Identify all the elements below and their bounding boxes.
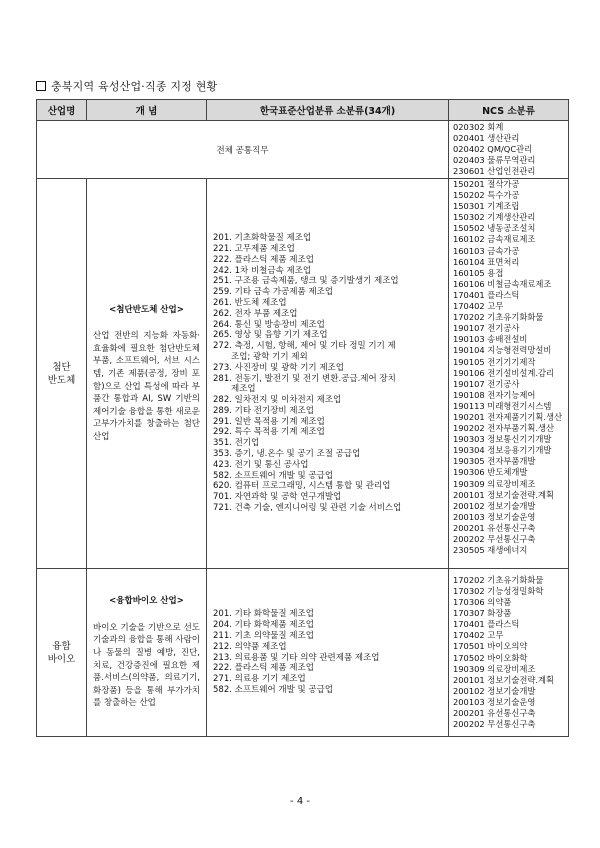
list-item: 721. 건축 기술, 엔지니어링 및 관련 기술 서비스업 bbox=[213, 503, 402, 514]
list-item: 170202 기초유기화화물 bbox=[453, 574, 544, 585]
list-item: 289. 기타 전기장비 제조업 bbox=[213, 405, 314, 416]
list-item: 204. 기타 화학제품 제조업 bbox=[213, 620, 314, 631]
bio-body: 바이오 기술을 기반으로 선도 기술과의 융합을 통해 사람이나 동물의 질병 예방, 진단, 치료, 건강증진에 필요한 제품.서비스(의약품, 의료기기, 화장품) 등을 통해 부가가치를 창출하는 산업 bbox=[93, 622, 200, 709]
list-item: 261. 반도체 제조업 bbox=[213, 297, 287, 308]
list-item: 701. 자연과학 및 공학 연구개발업 bbox=[213, 492, 342, 503]
list-item: 230505 재생에너지 bbox=[453, 545, 528, 556]
list-item: 190108 전자기능제어 bbox=[453, 389, 536, 400]
list-item: 160103 금속가공 bbox=[453, 245, 520, 256]
industry-name-line: 바이오 bbox=[47, 653, 76, 665]
list-item: 282. 일차전지 및 이차전지 제조업 bbox=[213, 395, 342, 406]
common-label: 전체 공통직무 bbox=[37, 121, 449, 179]
square-bullet-icon bbox=[36, 81, 46, 91]
list-item: 160104 표면처리 bbox=[453, 256, 520, 267]
list-item: 150302 기계생산관리 bbox=[453, 212, 536, 223]
list-item: 150202 특수가공 bbox=[453, 190, 520, 201]
list-item: 020402 QM/QC관리 bbox=[453, 143, 533, 154]
list-item: 200202 무선통신구축 bbox=[453, 719, 536, 730]
list-item: 582. 소프트웨어 개발 및 공급업 bbox=[213, 684, 334, 695]
list-item: 160106 비철금속재료제조 bbox=[453, 278, 552, 289]
list-item: 221. 고무제품 제조업 bbox=[213, 243, 295, 254]
list-item: 200102 정보기술개발 bbox=[453, 685, 536, 696]
semiconductor-ncs-list bbox=[449, 179, 569, 569]
section-heading-text: 충북지역 육성산업·직종 지정 현황 bbox=[51, 80, 218, 93]
list-item: 222. 플라스틱 제품 제조업 bbox=[213, 254, 314, 265]
list-item: 211. 기초 의약물질 제조업 bbox=[213, 630, 314, 641]
semiconductor-row bbox=[37, 179, 569, 569]
list-item: 200103 정보기술운영 bbox=[453, 696, 536, 707]
list-item: 020302 회계 bbox=[453, 121, 504, 132]
header-concept: 개 념 bbox=[87, 100, 207, 121]
list-item: 200103 정보기술운영 bbox=[453, 511, 536, 522]
bio-name bbox=[37, 569, 87, 737]
list-item: 353. 증기, 냉.온수 및 공기 조절 공급업 bbox=[213, 449, 361, 460]
semiconductor-ksic-list bbox=[207, 179, 449, 569]
list-item: 190107 전기공사 bbox=[453, 323, 520, 334]
list-item: 201. 기초화학물질 제조업 bbox=[213, 233, 312, 244]
list-item: 582. 소프트웨어 개발 및 공급업 bbox=[213, 470, 334, 481]
list-item: 190106 전기설비설계.감리 bbox=[453, 367, 555, 378]
list-item: 170502 바이오화학 bbox=[453, 652, 528, 663]
list-item: 170401 플라스틱 bbox=[453, 289, 520, 300]
list-item: 281. 전동기, 발전기 및 전기 변환.공급.제어 장치 bbox=[213, 373, 396, 384]
industry-name-line: 반도체 bbox=[47, 374, 76, 386]
list-item: 262. 전자 부품 제조업 bbox=[213, 308, 298, 319]
list-item: 150301 기계조립 bbox=[453, 201, 520, 212]
list-item: 170307 화장품 bbox=[453, 608, 512, 619]
bio-row bbox=[37, 569, 569, 737]
list-item: 259. 기타 금속 가공제품 제조업 bbox=[213, 287, 334, 298]
bio-ncs-list bbox=[449, 569, 569, 737]
list-item: 150502 냉동공조설치 bbox=[453, 223, 536, 234]
list-item: 264. 통신 및 방송장비 제조업 bbox=[213, 319, 325, 330]
list-item: 272. 측정, 시험, 항해, 제어 및 기타 정밀 기기 제 bbox=[213, 341, 396, 352]
list-item: 190201 전자제품기기획.생산 bbox=[453, 411, 563, 422]
list-item: 190113 미래형전기시스템 bbox=[453, 400, 552, 411]
list-item: 020401 생산관리 bbox=[453, 132, 520, 143]
list-item: 201. 기타 화학물질 제조업 bbox=[213, 609, 314, 620]
list-item: 150201 절삭가공 bbox=[453, 179, 520, 189]
bio-ksic-list bbox=[207, 569, 449, 737]
list-item: 242. 1차 비철금속 제조업 bbox=[213, 265, 312, 276]
common-ncs-list bbox=[449, 121, 569, 179]
list-item: 170401 플라스틱 bbox=[453, 619, 520, 630]
list-item: 160102 금속재료제조 bbox=[453, 234, 536, 245]
list-item: 190105 전기기기제작 bbox=[453, 356, 536, 367]
list-item: 190107 전기공사 bbox=[453, 378, 520, 389]
list-item: 190306 반도체개발 bbox=[453, 467, 528, 478]
list-item: 190309 의료장비제조 bbox=[453, 663, 536, 674]
list-item: 160105 용접 bbox=[453, 267, 504, 278]
list-item: 212. 의약품 제조업 bbox=[213, 641, 287, 652]
list-item: 170202 기초유기화화물 bbox=[453, 312, 544, 323]
bio-title: <융합바이오 산업> bbox=[109, 596, 184, 607]
list-item: 200202 무선통신구축 bbox=[453, 534, 536, 544]
list-item: 200101 정보기술전략.계획 bbox=[453, 674, 555, 685]
industry-table bbox=[36, 99, 569, 737]
list-item: 620. 컴퓨터 프로그래밍, 시스템 통합 및 관리업 bbox=[213, 481, 391, 492]
list-item: 351. 전기업 bbox=[213, 438, 260, 449]
industry-name-line: 융합 bbox=[52, 640, 71, 652]
common-row bbox=[37, 121, 569, 179]
list-item: 200201 유선통신구축 bbox=[453, 707, 536, 718]
list-item: 190202 전자부품기획.생산 bbox=[453, 423, 555, 434]
list-item: 190303 정보통신기기개발 bbox=[453, 434, 552, 445]
semiconductor-title: <첨단반도체 산업> bbox=[109, 304, 184, 315]
list-item: 190304 정보응용기기개발 bbox=[453, 445, 552, 456]
header-ksic: 한국표준산업분류 소분류(34개) bbox=[207, 100, 449, 121]
page-number: - 4 - bbox=[290, 796, 310, 807]
list-item: 273. 사진장비 및 광학 기기 제조업 bbox=[213, 362, 344, 373]
list-item: 170402 고무 bbox=[453, 630, 504, 641]
list-item: 170306 의약품 bbox=[453, 597, 512, 608]
semiconductor-name bbox=[37, 179, 87, 569]
list-item: 271. 의료용 기기 제조업 bbox=[213, 674, 306, 685]
industry-name-line: 첨단 bbox=[52, 361, 71, 373]
list-item: 190104 지능형전력망설비 bbox=[453, 345, 552, 356]
list-item: 190309 의료장비제조 bbox=[453, 478, 536, 489]
list-item: 230601 산업인전관리 bbox=[453, 166, 536, 177]
header-ncs: NCS 소분류 bbox=[449, 100, 569, 121]
table-header-row bbox=[37, 100, 569, 121]
list-item: 292. 특수 목적용 기계 제조업 bbox=[213, 427, 325, 438]
bio-concept bbox=[87, 569, 207, 737]
list-item: 제조업 bbox=[231, 384, 256, 395]
semiconductor-body: 산업 전반의 지능화 자동화·효율화에 필요한 첨단반도체 부품, 소프트웨어, 서브 시스템, 기존 제품(공정, 장비 포함)으로 산업 특성에 따라 부품간 통합과 AI, SW 기반의 제어기술 융합을 통한 새로운 고부가가치를 창출하는 첨단 산업 bbox=[93, 331, 200, 442]
semiconductor-concept bbox=[87, 179, 207, 569]
header-industry: 산업명 bbox=[37, 100, 87, 121]
list-item: 251. 구조용 금속제품, 탱크 및 증기발생기 제조업 bbox=[213, 276, 399, 287]
list-item: 170302 기능성정밀화학 bbox=[453, 585, 544, 596]
list-item: 조업; 광학 기기 제외 bbox=[231, 351, 308, 362]
list-item: 200101 정보기술전략.계획 bbox=[453, 489, 555, 500]
list-item: 020403 물류무역관리 bbox=[453, 155, 536, 166]
list-item: 291. 일반 목적용 기계 제조업 bbox=[213, 416, 325, 427]
list-item: 213. 의료용품 및 기타 의약 관련제품 제조업 bbox=[213, 652, 380, 663]
list-item: 170402 고무 bbox=[453, 301, 504, 312]
list-item: 222. 플라스틱 제품 제조업 bbox=[213, 663, 314, 674]
list-item: 200102 정보기술개발 bbox=[453, 500, 536, 511]
list-item: 170501 바이오의약 bbox=[453, 641, 528, 652]
list-item: 190103 송배전설비 bbox=[453, 334, 528, 345]
section-heading bbox=[36, 78, 217, 94]
list-item: 265. 영상 및 음향 기기 제조업 bbox=[213, 330, 328, 341]
list-item: 200201 유선통신구축 bbox=[453, 522, 536, 533]
list-item: 190305 전자부품개발 bbox=[453, 456, 536, 467]
list-item: 423. 전기 및 통신 공사업 bbox=[213, 459, 309, 470]
